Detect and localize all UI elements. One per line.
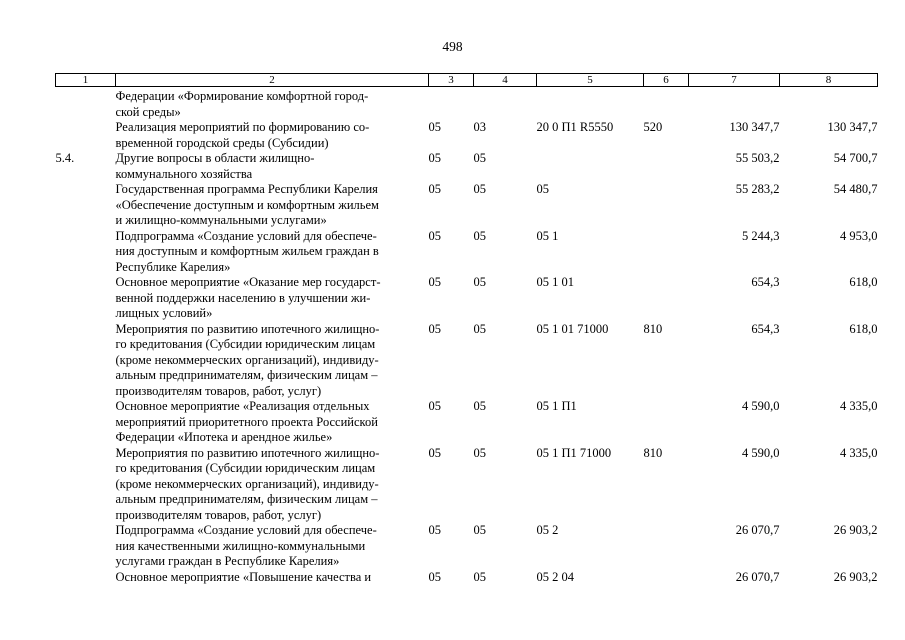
row-number (56, 229, 116, 276)
row-amount-2: 4 335,0 (840, 399, 878, 413)
row-target-article (537, 87, 644, 121)
table-row (56, 275, 878, 322)
col-header-7: 7 (689, 74, 780, 87)
row-name: Основное мероприятие «Реализация отдельных мероприятий приоритетного проекта Российской Федерации «Ипотека и арендное жилье» (115, 399, 378, 444)
row-subsection: 05 (473, 523, 486, 537)
row-subsection: 05 (473, 399, 486, 413)
row-number (56, 570, 116, 586)
row-amount-1: 4 590,0 (742, 445, 780, 460)
table-body (56, 87, 878, 586)
row-expense-type (644, 570, 689, 586)
row-expense-type (644, 399, 689, 446)
table-row (56, 570, 878, 586)
row-amount-1: 5 244,3 (742, 228, 780, 243)
row-amount-1: 55 503,2 (735, 151, 780, 165)
table-row (56, 87, 878, 121)
row-target-article: 05 1 (536, 228, 559, 243)
table-row (56, 151, 878, 182)
row-amount-2: 26 903,2 (833, 523, 878, 537)
table-row (56, 523, 878, 570)
row-name: Мероприятия по развитию ипотечного жилищно- го кредитования (Субсидии юридическим лицам (кроме некоммерческих организаций), индивиду- альным предпринимателям, физическим лицам – производителям товаров, работ, услуг) (115, 321, 380, 398)
row-section: 05 (428, 120, 441, 134)
row-section: 05 (428, 151, 441, 165)
row-expense-type (644, 229, 689, 276)
header-row (56, 74, 878, 87)
row-section (429, 87, 474, 121)
row-amount-2 (780, 87, 878, 121)
row-subsection: 05 (473, 151, 486, 165)
row-expense-type (644, 523, 689, 570)
row-expense-type (644, 87, 689, 121)
row-section: 05 (428, 399, 441, 413)
row-section: 05 (428, 275, 441, 289)
row-amount-1: 26 070,7 (735, 523, 780, 537)
row-amount-1: 130 347,7 (729, 120, 780, 134)
table-row (56, 182, 878, 229)
row-target-article: 05 1 01 (536, 275, 574, 289)
row-expense-type: 810 (643, 445, 663, 460)
row-number: 5.4. (55, 151, 75, 165)
row-expense-type (644, 151, 689, 182)
row-target-article: 05 1 П1 71000 (536, 445, 612, 460)
row-section: 05 (428, 182, 441, 196)
row-expense-type (644, 275, 689, 322)
row-subsection: 03 (473, 120, 486, 134)
row-number (56, 523, 116, 570)
row-name: Другие вопросы в области жилищно- коммунального хозяйства (115, 151, 315, 181)
row-target-article: 05 (536, 182, 549, 196)
table-row (56, 229, 878, 276)
row-name: Основное мероприятие «Оказание мер государст- венной поддержки населению в улучшении жи- лищных условий» (115, 275, 381, 320)
row-subsection: 05 (473, 445, 486, 460)
row-amount-1 (689, 87, 780, 121)
row-section: 05 (428, 569, 441, 584)
col-header-6: 6 (644, 74, 689, 87)
row-number (56, 182, 116, 229)
col-header-3: 3 (429, 74, 474, 87)
row-name: Подпрограмма «Создание условий для обеспече- ния доступным и комфортным жильем граждан в Республике Карелия» (115, 228, 379, 274)
row-expense-type: 520 (643, 120, 663, 134)
row-amount-2: 26 903,2 (833, 569, 878, 584)
table-row (56, 446, 878, 524)
row-number (56, 120, 116, 151)
row-name: Подпрограмма «Создание условий для обеспече- ния качественными жилищно-коммунальными услугами граждан в Республике Карелия» (115, 523, 377, 568)
col-header-1: 1 (56, 74, 116, 87)
row-name: Основное мероприятие «Повышение качества и (115, 569, 372, 584)
row-name: Государственная программа Республики Карелия «Обеспечение доступным и комфортным жильем и жилищно-коммунальными услугами» (115, 182, 379, 227)
row-target-article: 05 2 04 (536, 569, 574, 584)
row-amount-1: 26 070,7 (735, 569, 780, 584)
row-name: Мероприятия по развитию ипотечного жилищно- го кредитования (Субсидии юридическим лицам (кроме некоммерческих организаций), индивиду- альным предпринимателям, физическим лицам – производителям товаров, работ, услуг) (115, 445, 380, 522)
row-name: Реализация мероприятий по формированию со- временной городской среды (Субсидии) (115, 120, 370, 150)
row-amount-2: 54 700,7 (833, 151, 878, 165)
row-subsection: 05 (473, 275, 486, 289)
row-subsection (474, 87, 537, 121)
row-section: 05 (428, 445, 441, 460)
col-header-5: 5 (537, 74, 644, 87)
row-amount-1: 654,3 (751, 275, 780, 289)
row-section: 05 (428, 523, 441, 537)
row-amount-1: 4 590,0 (742, 399, 780, 413)
row-amount-1: 55 283,2 (735, 182, 780, 196)
row-amount-1: 654,3 (751, 321, 780, 336)
row-amount-2: 4 953,0 (840, 228, 878, 243)
row-amount-2: 618,0 (849, 275, 878, 289)
row-amount-2: 54 480,7 (833, 182, 878, 196)
row-subsection: 05 (473, 182, 486, 196)
row-expense-type: 810 (643, 321, 663, 336)
row-number (56, 322, 116, 400)
table-row (56, 399, 878, 446)
row-number (56, 87, 116, 121)
row-expense-type (644, 182, 689, 229)
row-section: 05 (428, 228, 441, 243)
row-subsection: 05 (473, 228, 486, 243)
row-name: Федерации «Формирование комфортной город- ской среды» (115, 89, 369, 119)
col-header-4: 4 (474, 74, 537, 87)
row-section: 05 (428, 321, 441, 336)
row-number (56, 275, 116, 322)
col-header-2: 2 (116, 74, 429, 87)
row-amount-2: 618,0 (849, 321, 878, 336)
row-amount-2: 4 335,0 (840, 445, 878, 460)
page-number: 498 (442, 39, 463, 54)
row-target-article: 05 1 01 71000 (536, 321, 609, 336)
row-amount-2: 130 347,7 (827, 120, 878, 134)
row-subsection: 05 (473, 569, 486, 584)
col-header-8: 8 (780, 74, 878, 87)
budget-table (55, 73, 878, 585)
table-row (56, 322, 878, 400)
row-target-article: 05 1 П1 (536, 399, 577, 413)
row-number (56, 399, 116, 446)
row-number (56, 446, 116, 524)
row-target-article (537, 151, 644, 182)
row-target-article: 20 0 П1 R5550 (536, 120, 614, 134)
row-target-article: 05 2 (536, 523, 559, 537)
row-subsection: 05 (473, 321, 486, 336)
table-row (56, 120, 878, 151)
